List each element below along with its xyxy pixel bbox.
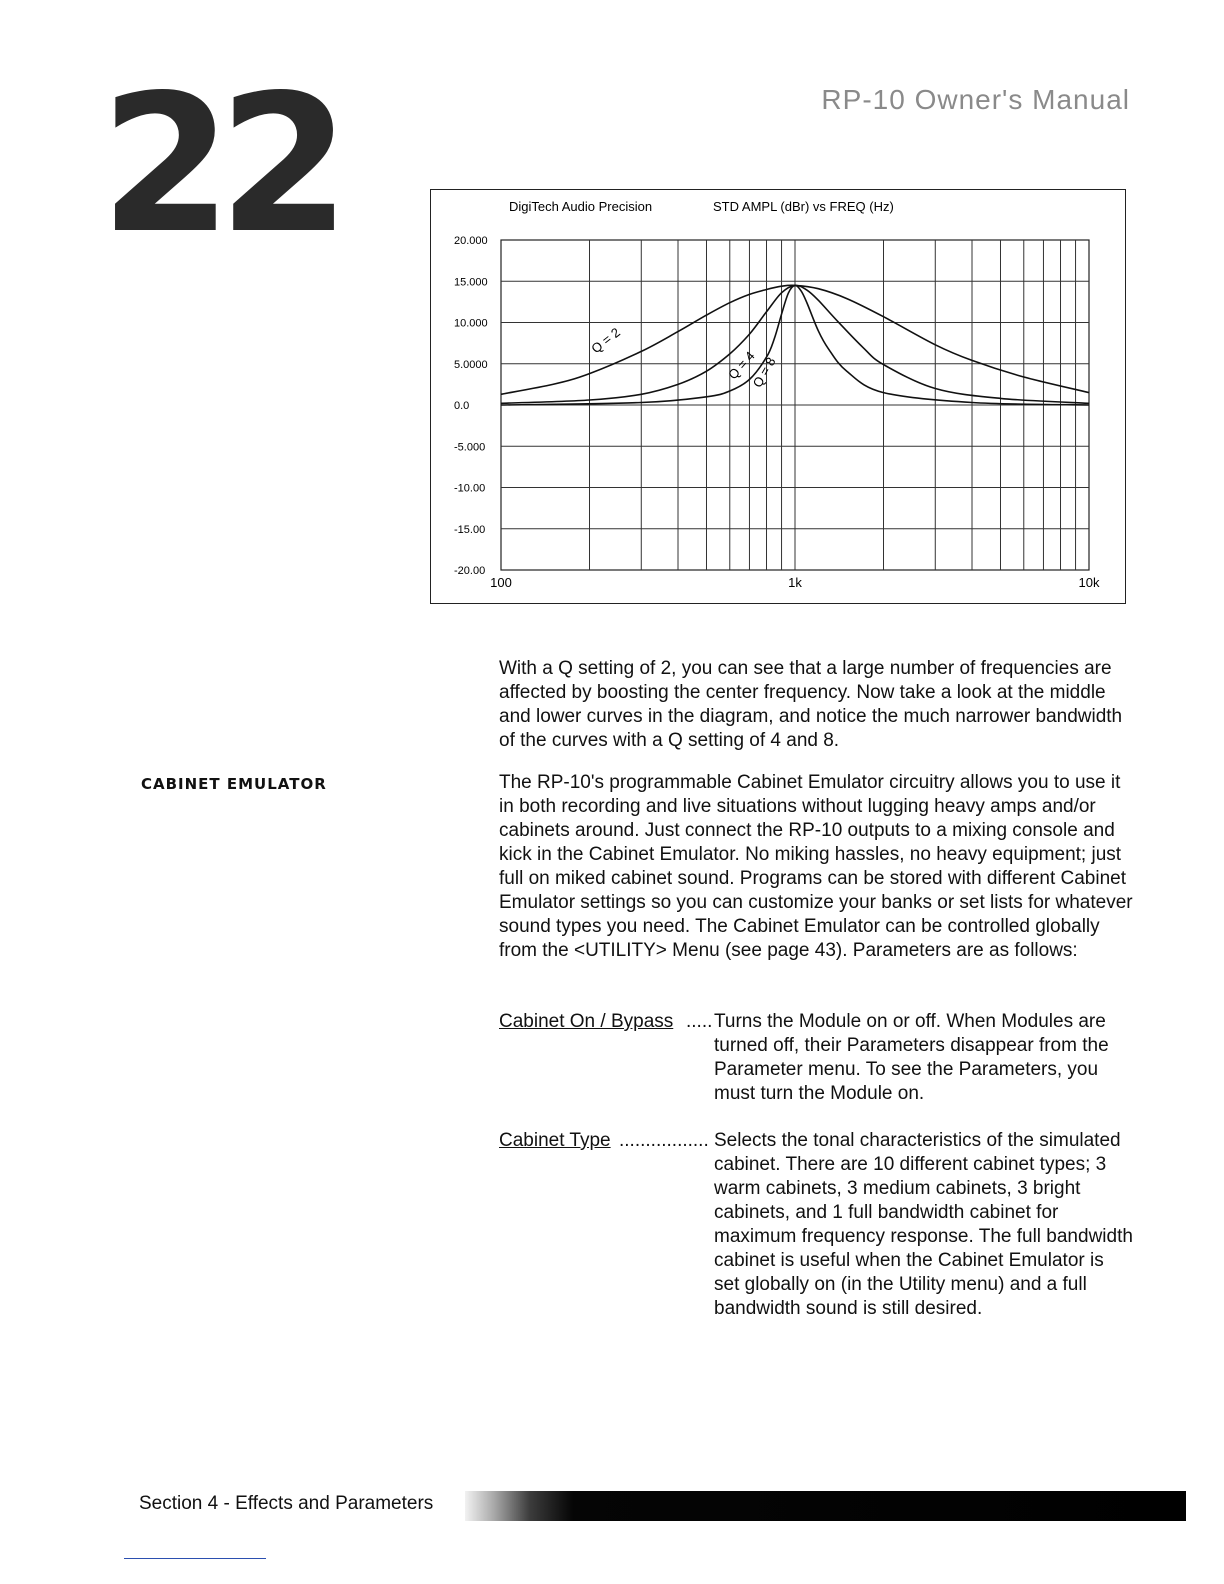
y-tick-label: 0.0 xyxy=(454,400,470,412)
footer-section-label: Section 4 - Effects and Parameters xyxy=(139,1493,434,1514)
y-tick-label: 15.000 xyxy=(454,276,488,289)
chart-subtitle: STD AMPL (dBr) vs FREQ (Hz) xyxy=(713,199,894,214)
intro-paragraph: With a Q setting of 2, you can see that a large number of frequencies are affected by boosting the center frequency. Now take a look at the middle and lower curves in the diagram, and notice the much narrower bandwidth of the curves with a Q setting of 4 and 8. xyxy=(499,658,1123,751)
parameter-description: Selects the tonal characteristics of the simulated cabinet. There are 10 different cabinet types; 3 warm cabinets, 3 medium cabinets, 3 bright cabinets, and 1 full bandwidth cabinet for maximum frequency response. The full bandwidth cabinet is useful when the Cabinet Emulator is set globally on (in the Utility menu) and a full bandwidth sound is still desired. xyxy=(714,1130,1133,1319)
series-label-q2: Q = 2 xyxy=(588,324,623,357)
parameter-leader: ................. xyxy=(619,1130,709,1151)
frequency-response-chart xyxy=(430,189,1126,604)
y-tick-label: -15.00 xyxy=(454,523,486,536)
section-paragraph: The RP-10's programmable Cabinet Emulator circuitry allows you to use it in both recording and live situations without lugging heavy amps and/or cabinets around. Just connect the RP-10 outputs to a mixing console and kick in the Cabinet Emulator. No miking hassles, no heavy equipment; just full on miked cabinet sound. Programs can be stored with different Cabinet Emulator settings so you can customize your banks or set lists for whatever sound types you need. The Cabinet Emulator can be controlled globally from the <UTILITY> Menu (see page 43). Parameters are as follows: xyxy=(499,772,1133,961)
chart-tick-labels xyxy=(454,235,1100,590)
parameter-name: Cabinet On / Bypass xyxy=(499,1011,674,1032)
y-tick-label: -10.00 xyxy=(454,482,486,495)
parameter-name: Cabinet Type xyxy=(499,1130,611,1151)
series-label-q4: Q = 4 xyxy=(725,348,758,383)
footer-bar xyxy=(465,1491,1186,1521)
series-label-q8: Q = 8 xyxy=(749,354,779,390)
x-tick-label: 10k xyxy=(1078,575,1100,590)
parameter-cabinet-on-bypass xyxy=(499,1010,1139,1110)
y-tick-label: -5.000 xyxy=(454,441,486,454)
parameter-cabinet-type xyxy=(499,1129,1139,1329)
chart-title: DigiTech Audio Precision xyxy=(509,199,653,214)
section-heading: CABINET EMULATOR xyxy=(141,775,327,793)
parameter-leader: ..... xyxy=(686,1011,713,1032)
chart-grid xyxy=(501,240,1089,570)
parameter-description: Turns the Module on or off. When Modules are turned off, their Parameters disappear from the Parameter menu. To see the Parameters, you must turn the Module on. xyxy=(714,1011,1109,1104)
y-tick-label: 20.000 xyxy=(454,235,488,247)
footer-rule xyxy=(124,1558,266,1559)
manual-title: RP-10 Owner's Manual xyxy=(821,84,1130,115)
x-tick-label: 100 xyxy=(490,575,512,590)
chart-canvas xyxy=(431,190,1125,603)
page-number: 22 xyxy=(100,54,337,275)
x-tick-label: 1k xyxy=(788,575,802,590)
y-tick-label: 10.000 xyxy=(454,317,488,330)
y-tick-label: 5.0000 xyxy=(454,358,488,371)
y-tick-label: -20.00 xyxy=(454,565,486,577)
